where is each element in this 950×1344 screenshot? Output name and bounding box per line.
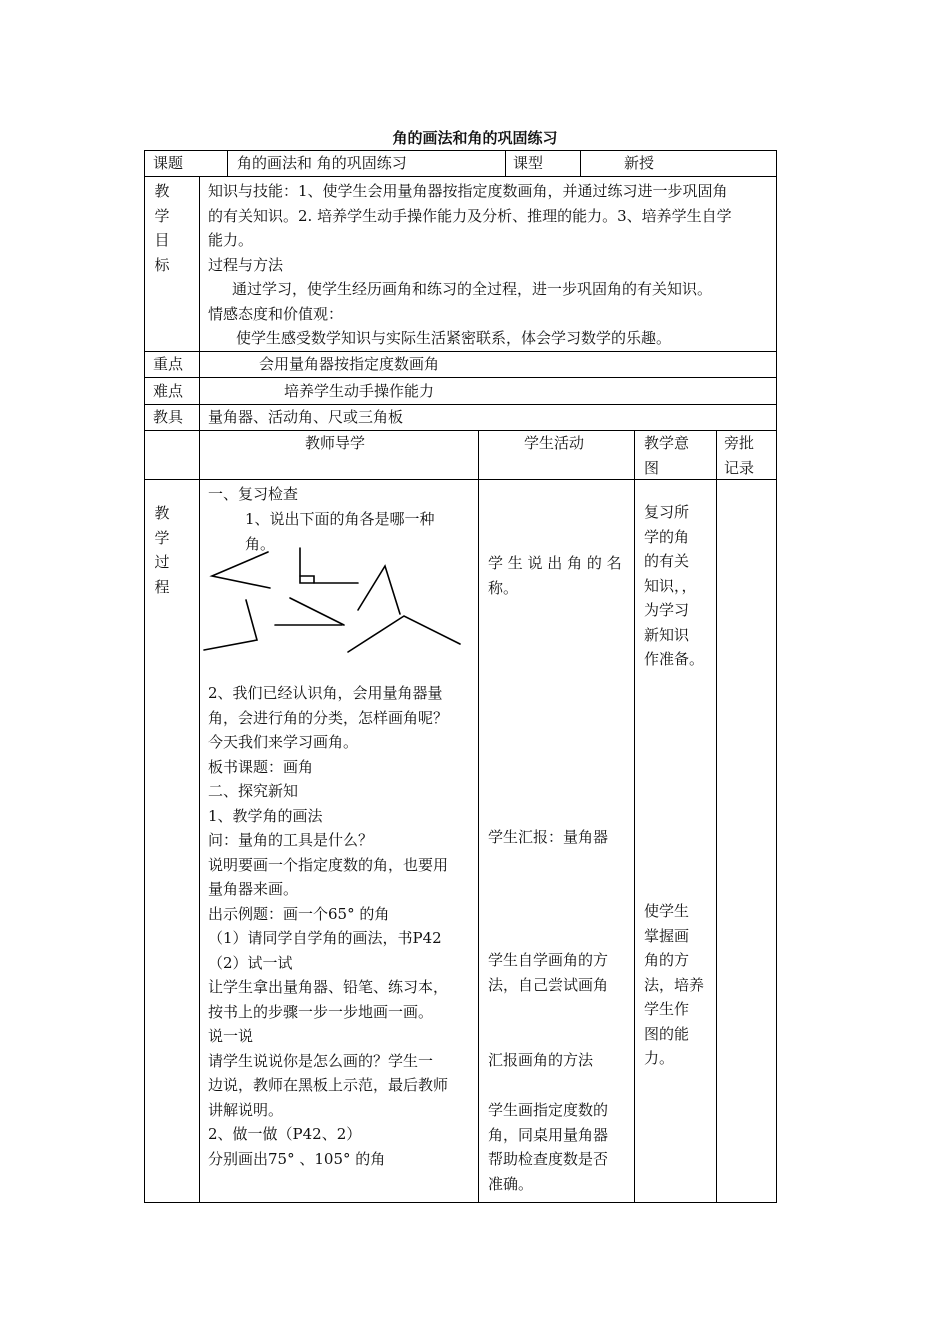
student-activity-3: 学生自学画角的方 法，自己尝试画角 <box>488 951 609 994</box>
student-activity-1: 学 生 说 出 角 的 名 称。 <box>488 554 622 597</box>
document-title: 角的画法和角的巩固练习 <box>392 129 558 147</box>
lesson-type-value: 新授 <box>624 154 655 172</box>
difficulty-label: 难点 <box>153 382 184 400</box>
intent-column-header: 教学意 图 <box>644 434 690 477</box>
teacher-guidance-text: 2、我们已经认识角，会用量角器量 角，会进行角的分类，怎样画角呢？ 今天我们来学习画角。 板书课题：画角 二、探究新知 1、教学角的画法 问：量角的工具是什么？ 说明要画一个指定度数的角，也要用 量角器来画。 出示例题：画一个65° 的角 （1）请同学自学角的画法，书P42 （2）试一试 让学生拿出量角器、铅笔、练习本， 按书上的步骤一步一步地画一画。 说一说 请学生说说你是怎么画的？学生一 边说，教师在黑板上示范，最后教师 讲解说明。 2、做一做（P42、2） 分别画出75° 、105° 的角 <box>208 684 449 1168</box>
tools-value: 量角器、活动角、尺或三角板 <box>208 408 404 426</box>
key-point-label: 重点 <box>153 355 184 373</box>
col-divider <box>227 150 228 176</box>
ray-figure <box>290 598 344 625</box>
student-activity-4: 汇报画角的方法 <box>488 1051 594 1069</box>
row-divider <box>144 176 777 177</box>
col-divider <box>716 430 717 1203</box>
acute-angle-figure <box>212 552 270 588</box>
objectives-label: 教 学 目 标 <box>154 182 170 274</box>
obtuse-angle-figure <box>348 616 460 652</box>
review-heading: 一、复习检查 <box>208 485 299 503</box>
angle-figures <box>200 540 470 660</box>
difficulty-value: 培养学生动手操作能力 <box>284 382 435 400</box>
teaching-intent-2: 使学生 掌握画 角的方 法，培养 学生作 图的能 力。 <box>644 902 705 1067</box>
review-question: 1、说出下面的角各是哪一种 <box>245 510 435 528</box>
teacher-column-header: 教师导学 <box>305 434 366 452</box>
process-label: 教 学 过 程 <box>154 504 170 596</box>
right-angle-mark <box>300 576 314 583</box>
col-divider <box>478 430 479 1203</box>
row-divider <box>144 351 777 352</box>
notes-column-header: 旁批 记录 <box>724 434 755 477</box>
objectives-text: 知识与技能：1、使学生会用量角器按指定度数画角，并通过练习进一步巩固角 的有关知识。2. 培养学生动手操作能力及分析、推理的能力。3、培养学生自学 能力。 过程与方法 通过学习，使学生经历画角和练习的全过程，进一步巩固角的有关知识。 情感态度和价值观： 使学生感受数学知识与实际生活紧密联系，体会学习数学的乐趣。 <box>208 182 732 347</box>
col-divider <box>634 430 635 1203</box>
col-divider <box>580 150 581 176</box>
tools-label: 教具 <box>153 408 184 426</box>
topic-value: 角的画法和 角的巩固练习 <box>237 154 407 172</box>
topic-label: 课题 <box>153 154 184 172</box>
student-activity-5: 学生画指定度数的 角，同桌用量角器 帮助检查度数是否 准确。 <box>488 1101 609 1193</box>
student-activity-2: 学生汇报：量角器 <box>488 828 609 846</box>
teaching-intent-1: 复习所 学的角 的有关 知识，， 为学习 新知识 作准备。 <box>644 503 705 668</box>
right-angle-figure <box>300 548 358 583</box>
acute-angle-figure-2 <box>358 566 400 614</box>
review-question-end: 角。 <box>245 535 276 553</box>
row-divider <box>144 377 777 378</box>
col-divider <box>199 176 200 1203</box>
col-divider <box>505 150 506 176</box>
angle-figure-bottom <box>204 600 257 650</box>
lesson-type-label: 课型 <box>513 154 544 172</box>
row-divider <box>144 404 777 405</box>
student-column-header: 学生活动 <box>524 434 585 452</box>
key-point-value: 会用量角器按指定度数画角 <box>259 355 440 373</box>
